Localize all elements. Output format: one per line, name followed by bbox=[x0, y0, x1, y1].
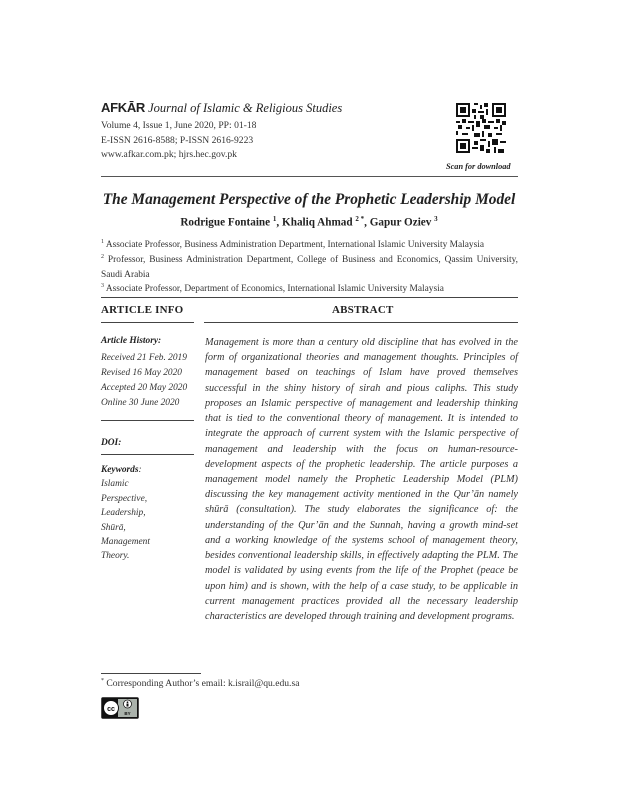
author-affiliation-mark: 1 bbox=[272, 215, 277, 223]
issn-line: E-ISSN 2616-8588; P-ISSN 2616-9223 bbox=[101, 135, 254, 146]
paper-title: The Management Perspective of the Prophetic Leadership Model bbox=[102, 191, 516, 208]
keywords-block: Keywords: Islamic Perspective, Leadership, Shūrā, Management Theory. bbox=[101, 463, 201, 564]
footnote-divider bbox=[101, 673, 201, 674]
history-divider bbox=[101, 420, 194, 421]
license-label: BY bbox=[124, 711, 131, 716]
history-online: Online 30 June 2020 bbox=[101, 398, 180, 408]
keyword: Leadership, bbox=[101, 508, 146, 519]
svg-text:cc: cc bbox=[107, 705, 115, 713]
article-history-list bbox=[101, 351, 201, 411]
qr-code-icon[interactable] bbox=[456, 103, 506, 153]
affiliation-number: 2 bbox=[101, 254, 104, 260]
affiliation-number: 3 bbox=[101, 283, 104, 289]
keyword: Shūrā, bbox=[101, 522, 126, 533]
doi-divider bbox=[101, 454, 194, 455]
journal-name: Journal of Islamic & Religious Studies bbox=[148, 101, 343, 115]
journal-brand: AFKĀR bbox=[101, 100, 145, 115]
author-name: Khaliq Ahmad bbox=[282, 216, 353, 229]
affiliation-3 bbox=[101, 279, 518, 297]
volume-line: Volume 4, Issue 1, June 2020, PP: 01-18 bbox=[101, 120, 257, 131]
affiliation-2 bbox=[101, 250, 518, 282]
abstract-heading: ABSTRACT bbox=[332, 304, 394, 316]
author-affiliation-mark: 2 * bbox=[355, 215, 365, 223]
author-line: Rodrigue Fontaine $^1$, Khaliq Ahmad $^{2 *}$, Gapur Oziev $^3$ bbox=[180, 215, 438, 229]
website-line: www.afkar.com.pk; hjrs.hec.gov.pk bbox=[101, 149, 237, 160]
keyword: Management bbox=[101, 537, 150, 548]
article-history-heading: Article History: bbox=[101, 336, 162, 346]
history-revised: Revised 16 May 2020 bbox=[101, 368, 182, 378]
article-info-heading: ARTICLE INFO bbox=[101, 304, 184, 316]
history-accepted: Accepted 20 May 2020 bbox=[101, 383, 188, 393]
author-name: Gapur Oziev bbox=[369, 216, 432, 229]
journal-header bbox=[101, 100, 342, 116]
corresponding-author-footnote bbox=[101, 678, 299, 689]
affiliation-text: Associate Professor, Department of Economics, International Islamic University Malaysia bbox=[105, 284, 444, 295]
keywords-label: Keywords bbox=[101, 465, 139, 475]
affiliation-text: Associate Professor, Business Administration Department, International Islamic University Malaysia bbox=[105, 240, 485, 251]
footnote-mark: * bbox=[101, 678, 104, 684]
qr-caption: Scan for download bbox=[446, 162, 511, 171]
author-affiliation-mark: 3 bbox=[434, 215, 438, 223]
cc-by-icon[interactable] bbox=[101, 697, 139, 719]
section-divider bbox=[101, 297, 518, 298]
author-name: Rodrigue Fontaine bbox=[180, 216, 271, 229]
abstract-body: Management is more than a century old discipline that has evolved in the form of organizational theories and management thoughts. Principles of management based on teachings of Islam have proved themselves successful in the shiny history of sirah and pious caliphs. This study proposes an Islamic perspective of management and leadership thinking that is tied to the conventional theory of management. It is intended to integrate the approach of current system with the Islamic perspective of management and leadership with the focus on human-resource-development aspects of the prophetic leadership. The article purposes a management model namely the Prophetic Leadership Model (PLM) discussing the key management activity mentioned in the Qur’ān namely shūrā (consultation). The study elaborates the significance of: the understanding of the Qur’ān and the Sunnah, having a growth mind-set and a working knowledge of the systems school of management theory, besides conventional leadership skills, in effectively adapting the PLM. The model is validated by using events from the life of the Prophet (peace be upon him) and is shown, with the help of a case study, to be applicable in current management practices provided all the necessary leadership characteristics are developed through training and development programs. bbox=[205, 337, 518, 622]
keyword: Theory. bbox=[101, 551, 130, 562]
affiliation-text: Professor, Business Administration Department, College of Business and Economics, Qassim University, Saudi Arabia bbox=[101, 255, 518, 280]
history-received: Received 21 Feb. 2019 bbox=[101, 353, 187, 363]
keyword: Perspective, bbox=[101, 493, 148, 504]
doi-label: DOI: bbox=[101, 438, 122, 448]
header-divider bbox=[101, 176, 518, 177]
footnote-text: Corresponding Author’s email: k.israil@qu.edu.sa bbox=[106, 678, 300, 690]
abstract-divider bbox=[204, 322, 518, 323]
keyword: Islamic bbox=[101, 479, 129, 490]
affiliation-number: 1 bbox=[101, 239, 104, 245]
article-info-divider bbox=[101, 322, 194, 323]
